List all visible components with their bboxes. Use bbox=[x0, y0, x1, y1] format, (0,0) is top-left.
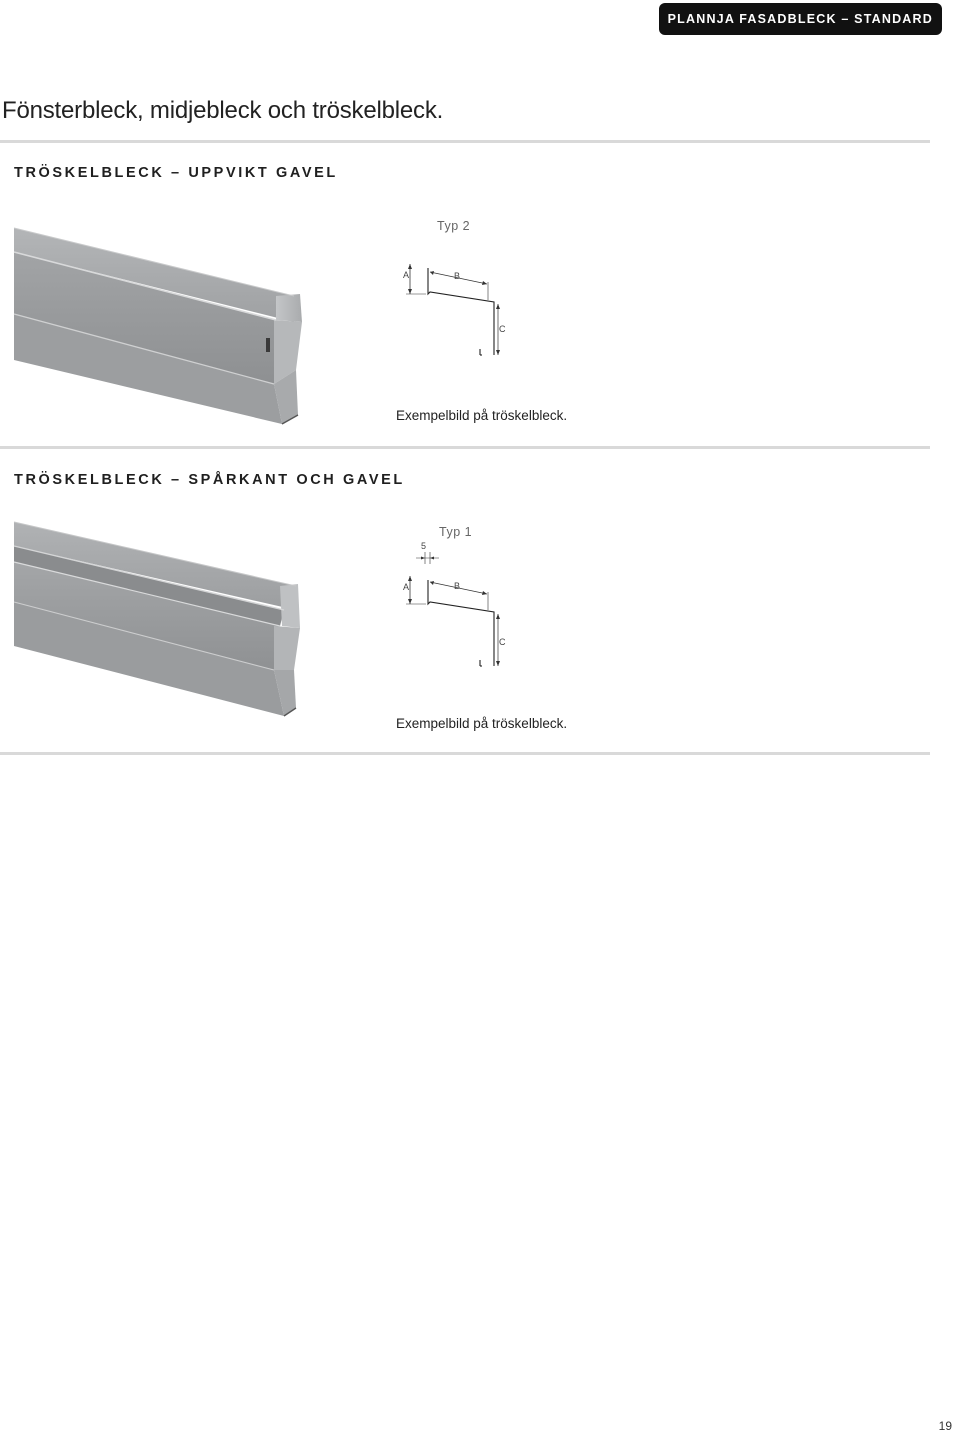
dimension-b-label: B bbox=[454, 271, 461, 281]
divider bbox=[0, 752, 930, 755]
product-photo bbox=[12, 510, 364, 738]
section-heading: TRÖSKELBLECK – UPPVIKT GAVEL bbox=[14, 165, 338, 181]
diagram-type-label: Typ 2 bbox=[437, 219, 471, 233]
dimension-5-label: 5 bbox=[421, 541, 427, 551]
divider bbox=[0, 140, 930, 143]
dimension-a-label: A bbox=[403, 582, 410, 592]
page-number: 19 bbox=[938, 1419, 952, 1433]
image-caption: Exempelbild på tröskelbleck. bbox=[396, 716, 568, 731]
dimension-b-label: B bbox=[454, 581, 461, 591]
profile-diagram-typ-2 bbox=[392, 212, 532, 362]
divider bbox=[0, 446, 930, 449]
image-caption: Exempelbild på tröskelbleck. bbox=[396, 408, 568, 423]
product-photo bbox=[12, 210, 364, 438]
dimension-a-label: A bbox=[403, 270, 410, 280]
threshold-flashing-image bbox=[12, 210, 364, 438]
page-title: Fönsterbleck, midjebleck och tröskelbleck. bbox=[2, 97, 444, 124]
diagram-type-label: Typ 1 bbox=[439, 525, 473, 539]
brand-badge bbox=[659, 3, 942, 35]
dimension-c-label: C bbox=[499, 637, 506, 647]
threshold-flashing-image bbox=[12, 510, 364, 738]
profile-diagram-typ-1 bbox=[392, 518, 532, 678]
dimension-c-label: C bbox=[499, 324, 506, 334]
brand-badge-text: PLANNJA FASADBLECK – STANDARD bbox=[667, 12, 933, 26]
section-heading: TRÖSKELBLECK – SPÅRKANT OCH GAVEL bbox=[14, 472, 405, 488]
